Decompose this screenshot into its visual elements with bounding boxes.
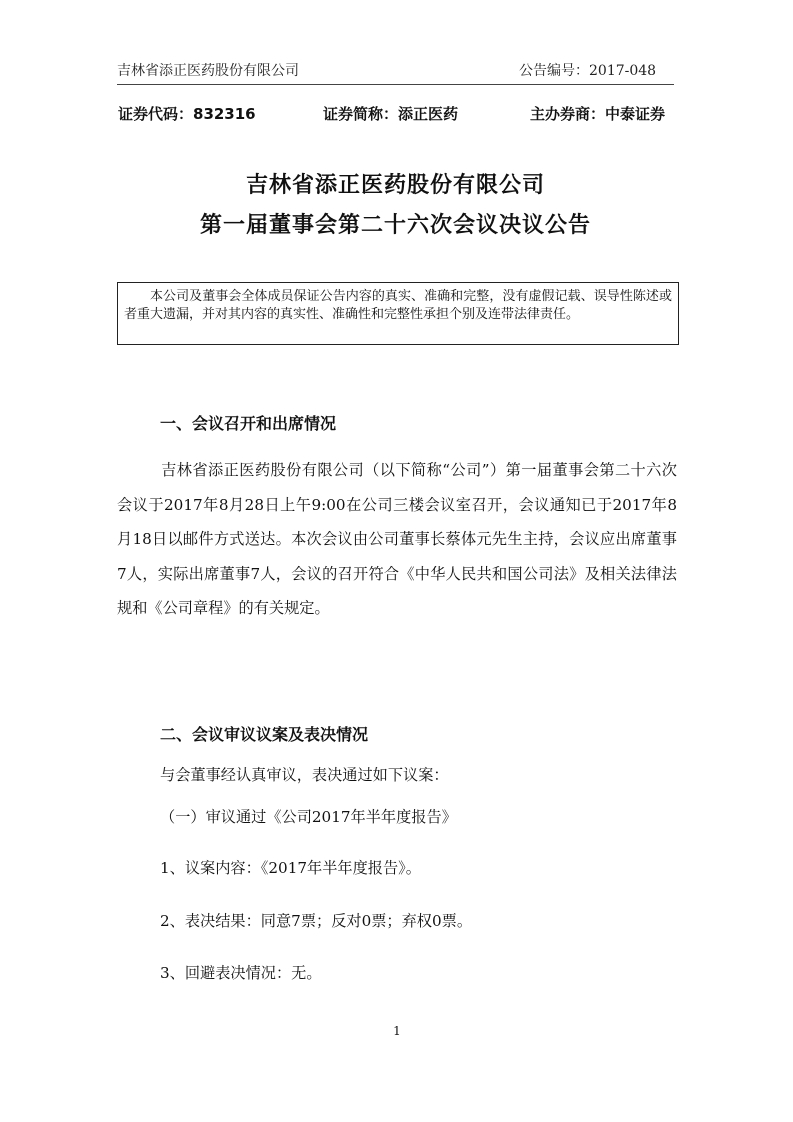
- section1-heading: 一、会议召开和出席情况: [160, 414, 337, 433]
- header-divider: [117, 84, 674, 85]
- resolution-title: （一）审议通过《公司2017年半年度报告》: [160, 808, 457, 826]
- title-company: 吉林省添正医药股份有限公司: [245, 173, 545, 198]
- title-notice: 第一届董事会第二十六次会议决议公告: [199, 213, 591, 238]
- section1-body: 吉林省添正医药股份有限公司（以下简称“公司”）第一届董事会第二十六次会议于2017年8月28日上午9:00在公司三楼会议室召开，会议通知已于2017年8月18日以邮件方式送达。本次会议由公司董事长蔡体元先生主持，会议应出席董事7人，实际出席董事7人，会议的召开符合《中华人民共和国公司法》及相关法律法规和《公司章程》的有关规定。: [117, 461, 677, 617]
- resolution-content: 1、议案内容：《2017年半年度报告》。: [160, 859, 421, 877]
- section2-intro: 与会董事经认真审议，表决通过如下议案：: [160, 766, 449, 784]
- header-company: 吉林省添正医药股份有限公司: [117, 63, 299, 79]
- vote-result: 2、表决结果：同意7票；反对0票；弃权0票。: [160, 912, 473, 930]
- disclaimer-box: 本公司及董事会全体成员保证公告内容的真实、准确和完整，没有虚假记载、误导性陈述或者重大遗漏，并对其内容的真实性、准确性和完整性承担个别及连带法律责任。: [117, 282, 679, 345]
- securities-abbreviation: 证券简称：添正医药: [323, 105, 459, 123]
- section2-heading: 二、会议审议议案及表决情况: [160, 725, 369, 744]
- securities-code: 证券代码：832316: [118, 105, 256, 123]
- header-notice-number: 公告编号：2017-048: [519, 63, 657, 79]
- page-number: 1: [393, 1024, 401, 1038]
- lead-broker: 主办券商：中泰证券: [530, 105, 666, 123]
- recusal-status: 3、回避表决情况：无。: [160, 964, 322, 982]
